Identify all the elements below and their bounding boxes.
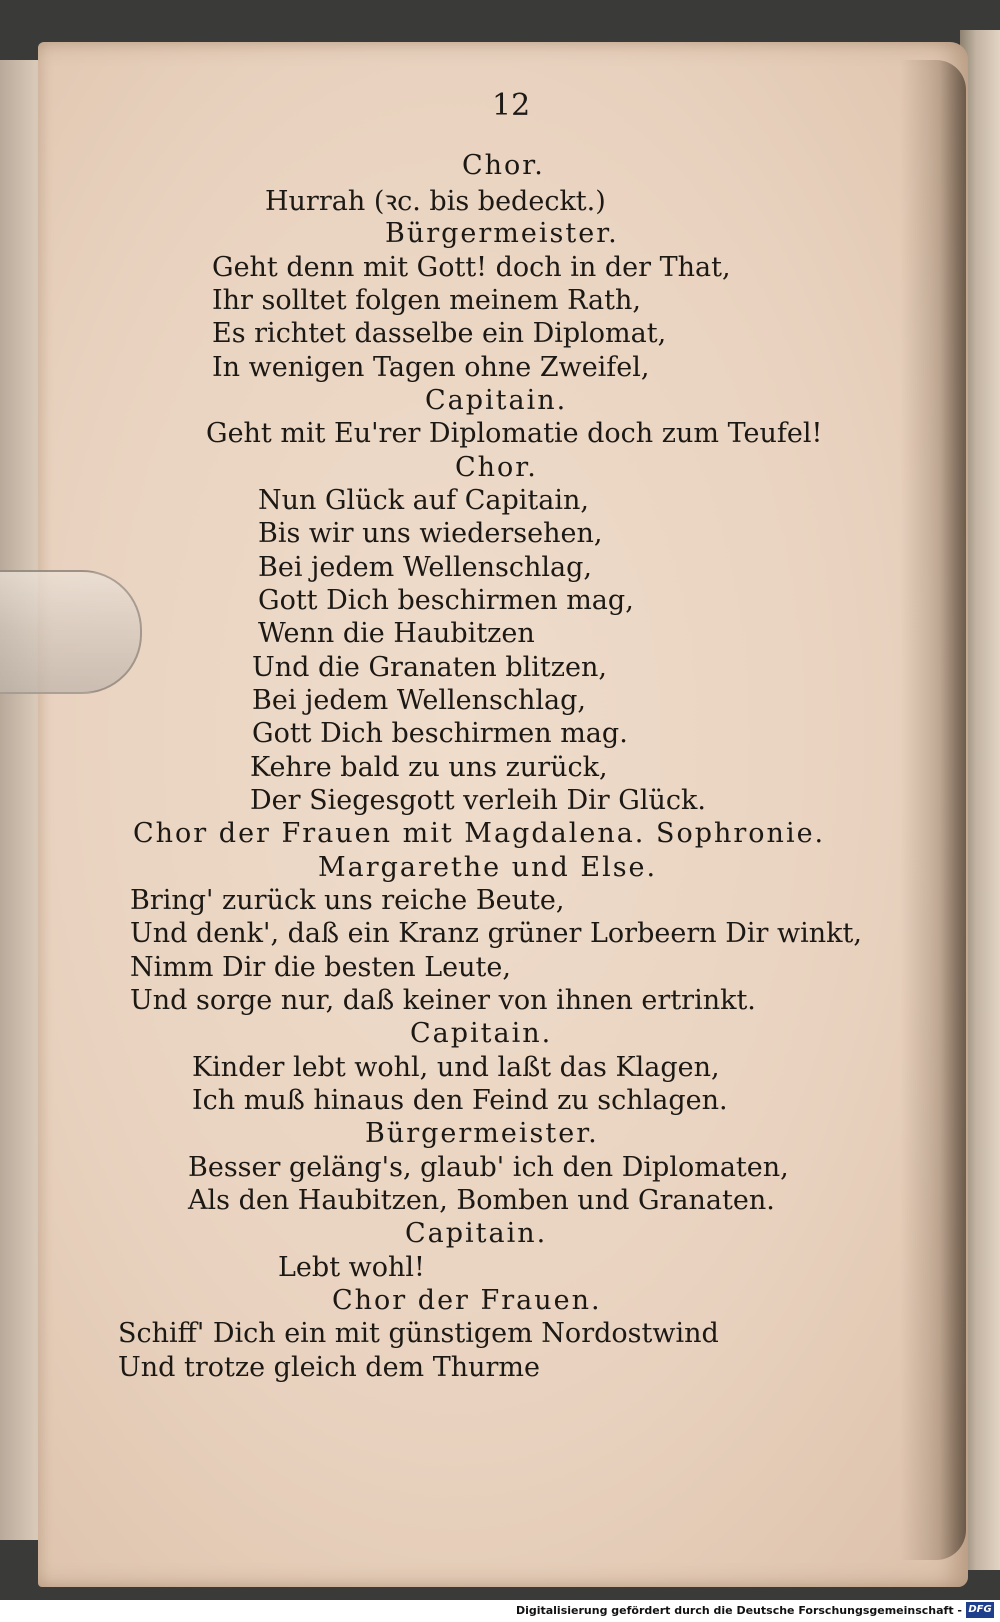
text-line: Gott Dich beschirmen mag.	[252, 718, 628, 749]
text-line: Geht mit Eu'rer Diplomatie doch zum Teufel!	[206, 418, 823, 449]
page-clip	[0, 570, 142, 694]
text-line: Bei jedem Wellenschlag,	[258, 552, 592, 583]
speaker-heading: Bürgermeister.	[385, 218, 619, 249]
speaker-heading: Chor.	[462, 150, 545, 181]
text-line: Ich muß hinaus den Feind zu schlagen.	[192, 1085, 728, 1116]
text-line: Nun Glück auf Capitain,	[258, 485, 589, 516]
footer-credit: Digitalisierung gefördert durch die Deutsche Forschungsgemeinschaft -	[515, 1604, 962, 1617]
text-line: Kehre bald zu uns zurück,	[250, 752, 608, 783]
speaker-heading: Chor der Frauen mit Magdalena. Sophronie.	[133, 818, 826, 849]
text-line: Und trotze gleich dem Thurme	[118, 1352, 541, 1383]
text-line: Bring' zurück uns reiche Beute,	[130, 885, 565, 916]
speaker-heading: Capitain.	[405, 1218, 548, 1249]
text-line: Und sorge nur, daß keiner von ihnen ertrinkt.	[130, 985, 756, 1016]
text-line: Ihr solltet folgen meinem Rath,	[212, 285, 641, 316]
text-line: Es richtet dasselbe ein Diplomat,	[212, 318, 667, 349]
speaker-heading: Chor der Frauen.	[332, 1285, 602, 1316]
speaker-heading: Capitain.	[425, 385, 568, 416]
text-line: Nimm Dir die besten Leute,	[130, 952, 511, 983]
speaker-heading: Bürgermeister.	[365, 1118, 599, 1149]
text-line: In wenigen Tagen ohne Zweifel,	[212, 352, 650, 383]
text-line: Lebt wohl!	[278, 1252, 425, 1283]
text-line: Schiff' Dich ein mit günstigem Nordostwind	[118, 1318, 719, 1349]
text-line: Der Siegesgott verleih Dir Glück.	[250, 785, 706, 816]
text-line: Bei jedem Wellenschlag,	[252, 685, 586, 716]
footer-bar	[0, 1600, 1000, 1622]
text-line: Und die Granaten blitzen,	[252, 652, 607, 683]
text-line: Kinder lebt wohl, und laßt das Klagen,	[192, 1052, 720, 1083]
speaker-heading: Capitain.	[410, 1018, 553, 1049]
page-curl-shadow	[900, 60, 966, 1560]
text-line: Hurrah (ꝛc. bis bedeckt.)	[265, 186, 606, 217]
page-number: 12	[492, 88, 531, 123]
text-line: Und denk', daß ein Kranz grüner Lorbeern Dir winkt,	[130, 918, 862, 949]
text-line: Wenn die Haubitzen	[258, 618, 535, 649]
text-line: Gott Dich beschirmen mag,	[258, 585, 634, 616]
speaker-heading: Chor.	[455, 452, 538, 483]
text-line: Bis wir uns wiedersehen,	[258, 518, 603, 549]
text-line: Besser geläng's, glaub' ich den Diplomaten,	[188, 1152, 789, 1183]
text-line: Als den Haubitzen, Bomben und Granaten.	[188, 1185, 775, 1216]
text-line: Geht denn mit Gott! doch in der That,	[212, 252, 731, 283]
speaker-heading: Margarethe und Else.	[318, 852, 658, 883]
dfg-logo: DFG	[966, 1602, 994, 1618]
